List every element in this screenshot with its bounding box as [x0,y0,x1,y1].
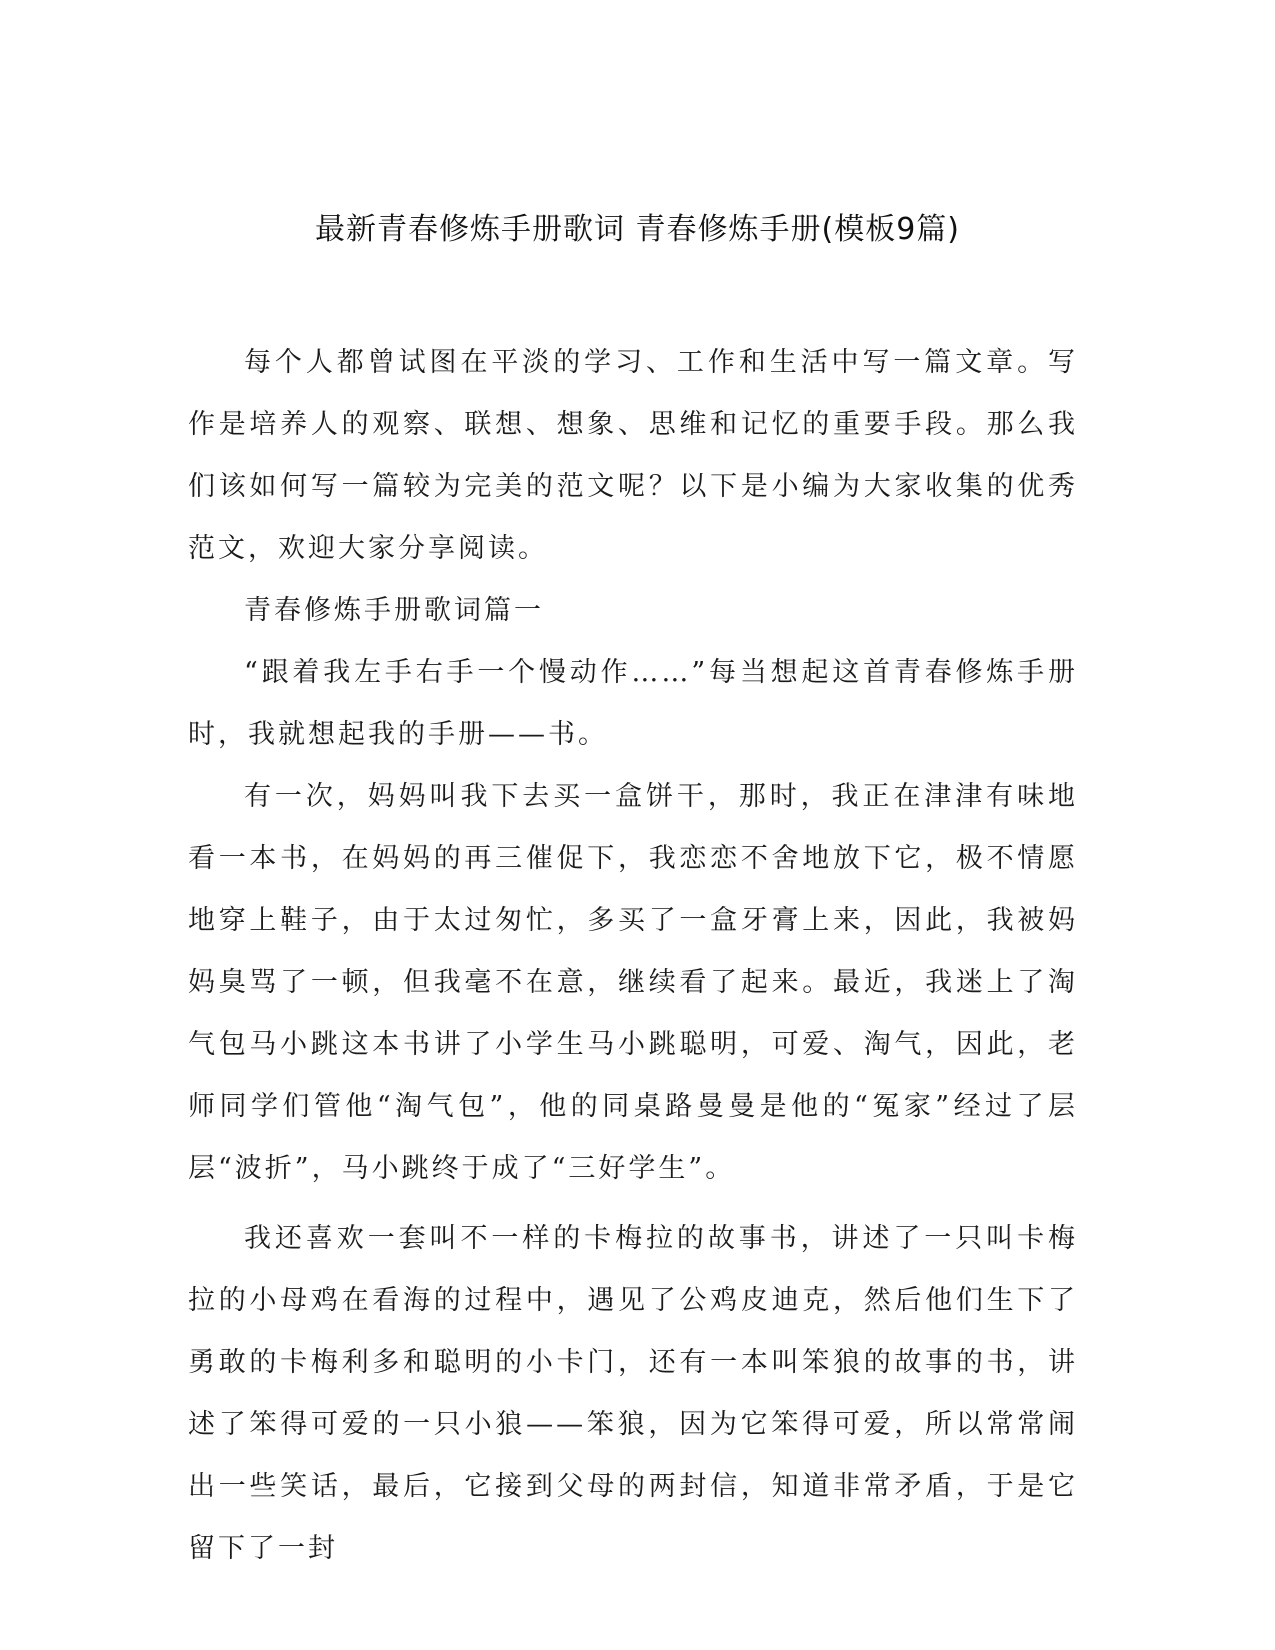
paragraph-intro: 每个人都曾试图在平淡的学习、工作和生活中写一篇文章。写作是培养人的观察、联想、想象、思维和记忆的重要手段。那么我们该如何写一篇较为完美的范文呢？以下是小编为大家收集的优秀范文，欢迎大家分享阅读。 [188,347,1078,564]
document-title: 最新青春修炼手册歌词 青春修炼手册(模板9篇) [314,212,961,247]
paragraph-books: 我还喜欢一套叫不一样的卡梅拉的故事书，讲述了一只叫卡梅拉的小母鸡在看海的过程中，遇见了公鸡皮迪克，然后他们生下了勇敢的卡梅利多和聪明的小卡门，还有一本叫笨狼的故事的书，讲述了笨得可爱的一只小狼——笨狼，因为它笨得可爱，所以常常闹出一些笑话，最后，它接到父母的两封信，知道非常矛盾，于是它留下了一封 [188,1223,1078,1564]
paragraph-story: 有一次，妈妈叫我下去买一盒饼干，那时，我正在津津有味地看一本书，在妈妈的再三催促下，我恋恋不舍地放下它，极不情愿地穿上鞋子，由于太过匆忙，多买了一盒牙膏上来，因此，我被妈妈臭骂了一顿，但我毫不在意，继续看了起来。最近，我迷上了淘气包马小跳这本书讲了小学生马小跳聪明，可爱、淘气，因此，老师同学们管他“淘气包”，他的同桌路曼曼是他的“冤家”经过了层层“波折”，马小跳终于成了“三好学生”。 [188,781,1078,1184]
section-heading: 青春修炼手册歌词篇一 [244,595,544,626]
document-body [188,332,1078,1580]
paragraph-quote: “跟着我左手右手一个慢动作……”每当想起这首青春修炼手册时，我就想起我的手册——书。 [188,657,1078,750]
